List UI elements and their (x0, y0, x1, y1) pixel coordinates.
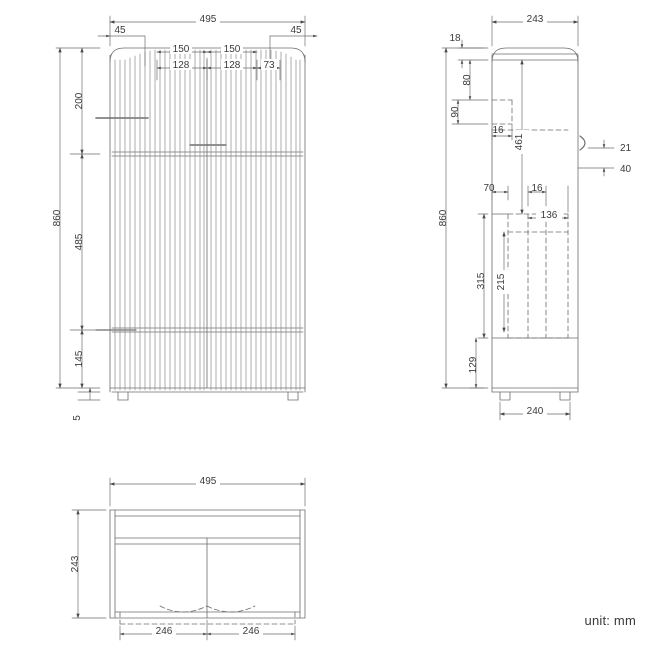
dim-side-215: 215 (496, 273, 507, 291)
top-view-dimensions (72, 478, 305, 640)
dim-front-860: 860 (52, 209, 63, 227)
dim-front-128-right: 128 (223, 60, 241, 71)
dim-side-240: 240 (526, 406, 544, 417)
dim-front-73: 73 (263, 60, 275, 71)
front-view-outline (96, 48, 305, 400)
dim-side-315: 315 (476, 272, 487, 290)
top-view-outline (110, 510, 305, 624)
dim-front-150-right: 150 (223, 44, 241, 55)
dim-front-485: 485 (74, 233, 85, 251)
dim-side-16-upper: 16 (492, 125, 504, 136)
unit-note: unit: mm (584, 613, 636, 628)
dim-front-5: 5 (72, 415, 83, 421)
dim-front-200: 200 (74, 92, 85, 110)
dim-top-495: 495 (199, 476, 217, 487)
dim-side-136: 136 (540, 210, 558, 221)
dim-front-495-top: 495 (199, 14, 217, 25)
dim-front-150-left: 150 (172, 44, 190, 55)
dim-side-70: 70 (483, 183, 495, 194)
dim-side-129: 129 (468, 356, 479, 374)
front-view-fluting (115, 50, 300, 390)
dim-side-16-lower: 16 (531, 183, 543, 194)
dim-side-860: 860 (438, 209, 449, 227)
dim-front-128-left: 128 (172, 60, 190, 71)
front-view-labels (52, 13, 302, 421)
dim-front-45-right: 45 (290, 25, 302, 36)
dim-side-80: 80 (462, 74, 473, 86)
dim-side-90: 90 (450, 106, 461, 118)
dim-side-40: 40 (620, 164, 632, 175)
dim-side-461: 461 (514, 133, 525, 151)
dim-side-243-top: 243 (526, 14, 544, 25)
top-view-labels (70, 475, 263, 637)
dim-side-21: 21 (620, 143, 632, 154)
dim-front-145: 145 (74, 350, 85, 368)
side-view-labels (438, 13, 632, 417)
dim-front-45-left: 45 (114, 25, 126, 36)
front-view-dimensions (56, 16, 317, 400)
side-view-outline (492, 48, 585, 400)
dim-top-243: 243 (70, 555, 81, 573)
dim-side-18: 18 (449, 33, 461, 44)
dim-top-246-left: 246 (155, 626, 173, 637)
dim-top-246-right: 246 (242, 626, 260, 637)
